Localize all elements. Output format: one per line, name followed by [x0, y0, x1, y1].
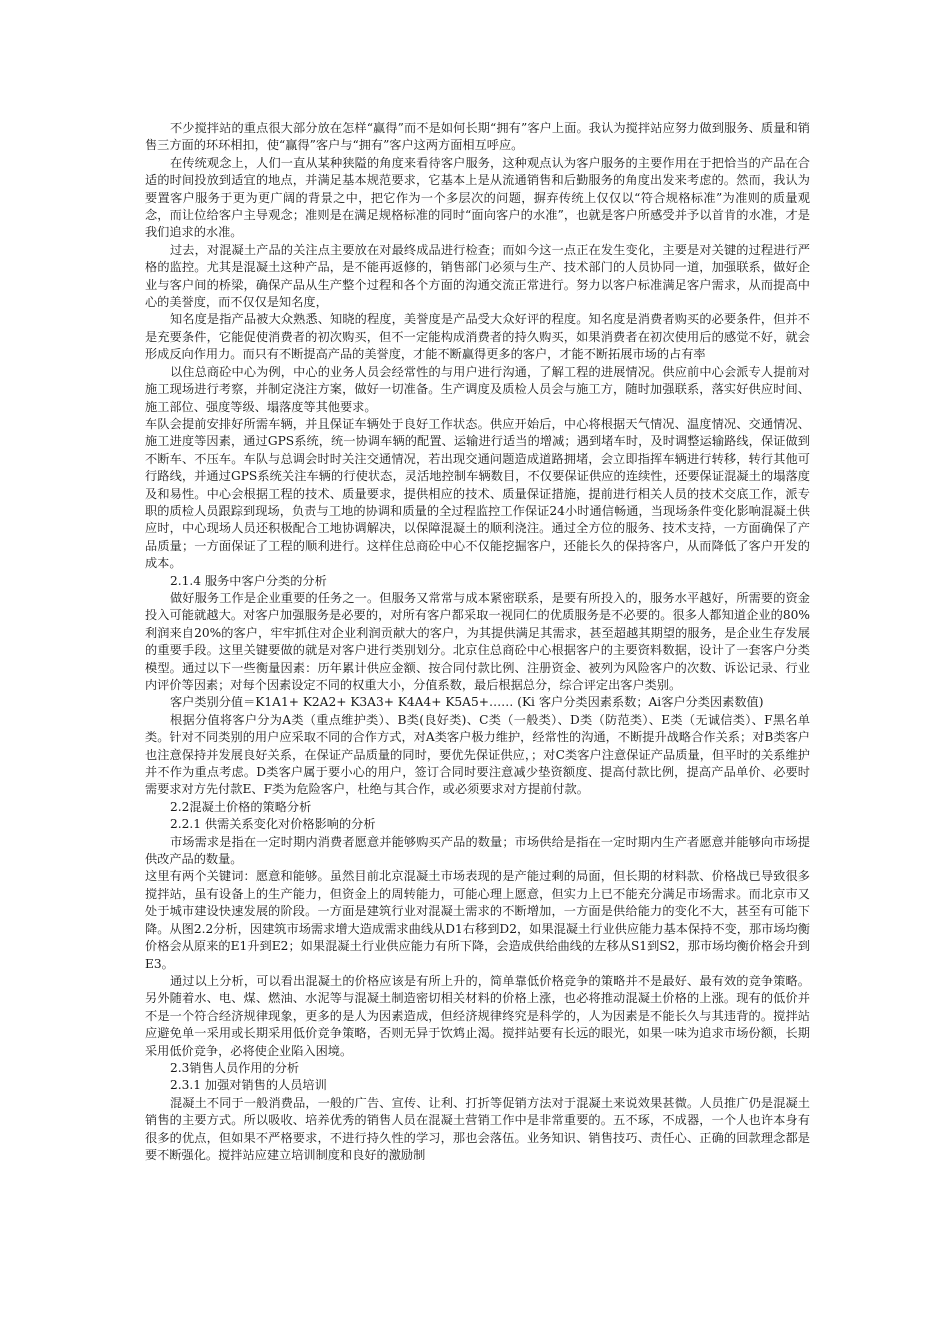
paragraph: 市场需求是指在一定时期内消费者愿意并能够购买产品的数量；市场供给是指在一定时期内生产者愿意并能够向市场提供改产品的数量。: [145, 834, 810, 867]
paragraph: 知名度是指产品被大众熟悉、知晓的程度，美誉度是产品受大众好评的程度。知名度是消费者购买的必要条件，但并不是充要条件，它能促使消费者的初次购买，但不一定能构成消费者的持久购买，如果消费者在初次使用后的感觉不好，就会形成反向作用力。而只有不断提高产品的美誉度，才能不断赢得更多的客户，才能不断拓展市场的占有率: [145, 312, 810, 362]
paragraph: 车队会提前安排好所需车辆，并且保证车辆处于良好工作状态。供应开始后，中心将根据天气情况、温度情况、交通情况、施工进度等因素，通过GPS系统，统一协调车辆的配置、运输进行适当的增减；遇到堵车时，及时调整运输路线，保证做到不断车、不压车。车队与总调会时时关注交通情况，若出现交通问题造成道路拥堵，会立即指挥车辆进行转移，转行其他可行路线，并通过GPS系统关注车辆的行使状态，灵活地控制车辆数目，不仅要保证供应的连续性，还要保证混凝土的塌落度及和易性。中心会根据工程的技术、质量要求，提供相应的技术、质量保证措施，提前进行相关人员的技术交底工作，派专职的质检人员跟踪到现场，负责与工地的协调和质量的全过程监控工作保证24小时通信畅通，当现场条件变化影响混凝土供应时，中心现场人员还积极配合工地协调解决，以保障混凝土的顺利浇注。通过全方位的服务、技术支持，一方面确保了产品质量；一方面保证了工程的顺利进行。这样住总商砼中心不仅能挖掘客户，还能长久的保持客户，从而降低了客户开发的成本。: [145, 416, 810, 571]
paragraph: 不少搅拌站的重点很大部分放在怎样“赢得”而不是如何长期“拥有”客户上面。我认为搅拌站应努力做到服务、质量和销售三方面的环环相扣，使“赢得”客户与“拥有”客户这两方面相互呼应。: [145, 121, 810, 153]
paragraph: 混凝土不同于一般消费品，一般的广告、宣传、让利、打折等促销方法对于混凝土来说效果甚微。人员推广仍是混凝土销售的主要方式。所以吸收、培养优秀的销售人员在混凝土营销工作中是非常重要的。五不琢，不成器，一个人也许本身有很多的优点，但如果不严格要求，不进行持久性的学习，那也会落伍。业务知识、销售技巧、责任心、正确的回款理念都是要不断强化。搅拌站应建立培训制度和良好的激励制: [145, 1095, 810, 1162]
section-heading: 2.3.1 加强对销售的人员培训: [170, 1078, 327, 1093]
formula-paragraph: 客户类别分值＝K1A1+ K2A2+ K3A3+ K4A4+ K5A5+…… (Ki 客户分类因素系数；Ai客户分类因素数值): [170, 695, 764, 710]
section-heading: 2.1.4 服务中客户分类的分析: [170, 573, 327, 588]
section-heading: 2.3销售人员作用的分析: [170, 1060, 300, 1075]
paragraph: 做好服务工作是企业重要的任务之一。但服务又常常与成本紧密联系，是要有所投入的，服务水平越好，所需要的资金投入可能就越大。对客户加强服务是必要的，对所有客户都采取一视同仁的优质服务是不必要的。很多人都知道企业的80%利润来自20%的客户，牢牢抓住对企业利润贡献大的客户，为其提供满足其需求，甚至超越其期望的服务，是企业生存发展的重要手段。这里关键要做的就是对客户进行类别划分。北京住总商砼中心根据客户的主要资料数据，设计了一套客户分类模型。通过以下一些衡量因素：历年累计供应金额、按合同付款比例、注册资金、被列为风险客户的次数、诉讼记录、行业内评价等因素；对每个因素设定不同的权重大小，分值系数，最后根据总分，综合评定出客户类别。: [145, 590, 810, 692]
paragraph: 在传统观念上，人们一直从某种狭隘的角度来看待客户服务，这种观点认为客户服务的主要作用在于把恰当的产品在合适的时间投放到适宜的地点，并满足基本规范要求，它基本上是从流通销售和后勤服务的角度出发来考虑的。然而，我认为要置客户服务于更为更广阔的背景之中，把它作为一个多层次的问题，摒弃传统上仅仅以“符合规格标准”为准则的质量观念，而让位给客户主导观念；准则是在满足规格标准的同时“面向客户的水准”，也就是客户所感受并予以首肯的水准，才是我们追求的水准。: [145, 155, 810, 240]
section-heading: 2.2.1 供需关系变化对价格影响的分析: [170, 817, 376, 832]
paragraph: 以住总商砼中心为例，中心的业务人员会经常性的与用户进行沟通，了解工程的进展情况。供应前中心会派专人提前对施工现场进行考察，并制定浇注方案，做好一切准备。生产调度及质检人员会与施工方，随时加强联系，落实好供应时间、施工部位、强度等级、塌落度等其他要求。: [145, 364, 810, 414]
paragraph: 通过以上分析，可以看出混凝土的价格应该是有所上升的，简单靠低价格竞争的策略并不是最好、最有效的竞争策略。另外随着水、电、煤、燃油、水泥等与混凝土制造密切相关材料的价格上涨，也必将推动混凝土价格的上涨。现有的低价并不是一个符合经济规律现象，更多的是人为因素造成，但经济规律终究是科学的，人为因素是不能长久与其违背的。搅拌站应避免单一采用或长期采用低价竞争策略，否则无异于饮鸩止渴。搅拌站要有长远的眼光，如果一味为追求市场份额，长期采用低价竞争，必将使企业陷入困境。: [145, 973, 810, 1058]
document-body: [145, 120, 810, 1164]
paragraph: 这里有两个关键词：愿意和能够。虽然目前北京混凝土市场表现的是产能过剩的局面，但长期的材料款、价格战已导致很多搅拌站，虽有设备上的生产能力，但资金上的周转能力，可能心理上愿意，但实力上已不能充分满足市场需求。而北京市又处于城市建设快速发展的阶段。一方面是建筑行业对混凝土需求的不断增加，一方面是供给能力的变化不大，甚至有可能下降。从图2.2分析，因建筑市场需求增大造成需求曲线从D1右移到D2，如果混凝土行业供应能力基本保持不变，那市场均衡价格会从原来的E1升到E2；如果混凝土行业供应能力有所下降，会造成供给曲线的左移从S1到S2，那市场均衡价格会升到E3。: [145, 869, 810, 971]
paragraph: 过去，对混凝土产品的关注点主要放在对最终成品进行检查；而如今这一点正在发生变化，主要是对关键的过程进行严格的监控。尤其是混凝土这种产品，是不能再返修的，销售部门必须与生产、技术部门的人员协同一道，加强联系，做好企业与客户间的桥梁，确保产品从生产整个过程和各个方面的沟通交流正常进行。努力以客户标准满足客户需求，从而提高中心的美誉度，而不仅仅是知名度，: [145, 242, 810, 310]
section-heading: 2.2混凝土价格的策略分析: [170, 799, 312, 814]
paragraph: 根据分值将客户分为A类（重点维护类）、B类(良好类)、C类（一般类）、D类（防范类）、E类（无诚信类）、F黑名单类。针对不同类别的用户应采取不同的合作方式，对A类客户极力维护，经常性的沟通，不断提升战略合作关系；对B类客户也注意保持并发展良好关系，在保证产品质量的同时，要优先保证供应，；对C类客户注意保证产品质量，但平时的关系维护并不作为重点考虑。D类客户属于要小心的用户，签订合同时要注意减少垫资额度、提高付款比例，提高产品单价、必要时需要求对方先付款E、F类为危险客户，杜绝与其合作，或必须要求对方提前付款。: [145, 712, 810, 797]
